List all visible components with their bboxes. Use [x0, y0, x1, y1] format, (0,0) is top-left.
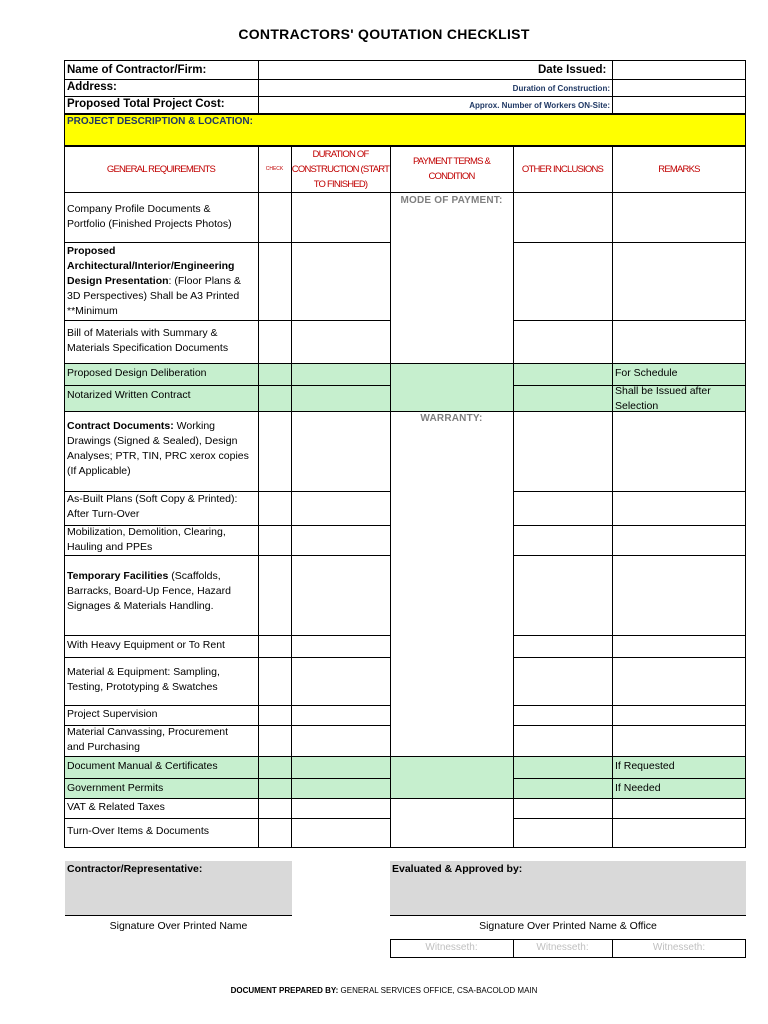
requirement-text: VAT & Related Taxes: [67, 801, 165, 813]
row-separator: [513, 242, 746, 243]
header-payment-terms: [390, 146, 513, 192]
requirement-line: [67, 540, 257, 555]
requirement-text: Proposed Design Deliberation: [67, 367, 207, 379]
row-separator: [513, 798, 746, 799]
header-other-inclusions: OTHER INCLUSIONS: [521, 163, 604, 175]
remarks-cell: [615, 759, 745, 774]
requirement-text: Turn-Over Items & Documents: [67, 825, 209, 837]
requirement-text: (Scaffolds,: [168, 570, 221, 582]
requirement-text: After Turn-Over: [67, 508, 140, 520]
requirement-text: Analyses; PTR, TIN, PRC xerox copies: [67, 450, 249, 462]
requirement-item: [67, 366, 257, 381]
requirement-text: Signages & Materials Handling.: [67, 600, 214, 612]
row-separator: [513, 635, 746, 636]
requirement-item: [67, 492, 257, 522]
row-separator: [64, 818, 390, 819]
requirement-text: **Minimum: [67, 305, 118, 317]
requirement-item: [67, 569, 257, 614]
date-issued-label: Date Issued:: [538, 64, 607, 76]
header-payment-line: PAYMENT TERMS &: [412, 156, 491, 167]
requirement-line: [67, 584, 257, 599]
requirement-text: Bill of Materials with Summary &: [67, 327, 218, 339]
requirement-line: [67, 638, 257, 653]
requirement-line: [67, 202, 257, 217]
document-footer: [0, 986, 768, 995]
requirement-line: [67, 341, 257, 356]
evaluator-signature-caption: Signature Over Printed Name & Office: [479, 920, 657, 932]
witness-label: Witnesseth:: [425, 942, 478, 953]
requirement-line: [67, 507, 257, 522]
requirement-line: [67, 366, 257, 381]
page-title: CONTRACTORS' QOUTATION CHECKLIST: [238, 26, 530, 42]
check-cell[interactable]: [259, 243, 290, 319]
requirement-text: As-Built Plans (Soft Copy & Printed):: [67, 493, 238, 505]
requirement-item: [67, 725, 257, 755]
row-separator: [513, 818, 746, 819]
row-separator: [513, 491, 746, 492]
witness-label: Witnesseth:: [536, 942, 589, 953]
remarks-cell: [615, 384, 745, 414]
requirement-line: [67, 326, 257, 341]
project-description-label: PROJECT DESCRIPTION & LOCATION:: [67, 116, 253, 127]
evaluated-approved-label: Evaluated & Approved by:: [392, 863, 523, 875]
check-cell[interactable]: [259, 321, 290, 362]
check-cell[interactable]: [259, 193, 290, 241]
requirement-line: [67, 725, 257, 740]
requirement-item: [67, 419, 257, 479]
row-separator: [513, 756, 746, 757]
row-separator: [513, 725, 746, 726]
row-separator: [513, 320, 746, 321]
check-cell[interactable]: [259, 726, 290, 755]
contractor-name-label: Name of Contractor/Firm:: [67, 64, 207, 76]
requirement-line: [67, 781, 257, 796]
remarks-line: Selection: [615, 400, 659, 412]
row-separator: [390, 756, 513, 757]
requirement-text: and Purchasing: [67, 741, 140, 753]
remarks-line: Shall be Issued after: [615, 385, 711, 397]
requirement-bold: Contract Documents:: [67, 420, 174, 432]
requirement-bold: Proposed: [67, 245, 116, 257]
header-payment-line: CONDITION: [428, 171, 475, 182]
requirement-line: [67, 289, 257, 304]
check-cell[interactable]: [259, 526, 290, 554]
requirement-text: 3D Perspectives) Shall be A3 Printed: [67, 290, 240, 302]
header-remarks: REMARKS: [658, 163, 700, 175]
check-cell[interactable]: [259, 386, 290, 410]
contractor-representative-label: Contractor/Representative:: [67, 863, 203, 875]
row-separator: [64, 657, 390, 658]
requirement-text: Material Canvassing, Procurement: [67, 726, 229, 738]
requirement-line: [67, 759, 257, 774]
row-separator: [64, 635, 390, 636]
row-separator: [513, 778, 746, 779]
row-separator: [390, 363, 513, 364]
requirement-bold: Temporary Facilities: [67, 570, 169, 582]
row-separator: [64, 320, 390, 321]
requirement-item: [67, 665, 257, 695]
header-general-requirements: GENERAL REQUIREMENTS: [106, 163, 216, 175]
row-separator: [390, 798, 513, 799]
remarks-line: If Needed: [615, 782, 661, 794]
project-cost-label: Proposed Total Project Cost:: [67, 98, 225, 110]
row-separator: [513, 705, 746, 706]
row-separator: [64, 411, 390, 412]
row-separator: [64, 756, 390, 757]
requirement-line: [67, 304, 257, 319]
requirement-item: [67, 781, 257, 796]
row-separator: [64, 555, 390, 556]
header-duration: [291, 146, 390, 192]
requirement-text: Mobilization, Demolition, Clearing,: [67, 526, 226, 538]
requirement-line: [67, 800, 257, 815]
requirement-text: Company Profile Documents &: [67, 203, 211, 215]
check-cell[interactable]: [259, 779, 290, 797]
mode-of-payment-label: MODE OF PAYMENT:: [400, 195, 503, 206]
requirement-item: [67, 525, 257, 555]
requirement-item: [67, 824, 257, 839]
requirement-line: [67, 525, 257, 540]
requirement-line: [67, 740, 257, 755]
check-cell[interactable]: [259, 658, 290, 704]
remarks-cell: [615, 781, 745, 796]
requirement-line: [67, 217, 257, 232]
requirement-text: With Heavy Equipment or To Rent: [67, 639, 225, 651]
witness-label: Witnesseth:: [652, 942, 706, 953]
footer-office: GENERAL SERVICES OFFICE, CSA-BACOLOD MAIN: [338, 986, 538, 995]
row-separator: [390, 411, 513, 412]
remarks-line: If Requested: [615, 760, 675, 772]
requirement-text: : (Floor Plans &: [168, 275, 241, 287]
row-separator: [64, 242, 390, 243]
row-separator: [513, 657, 746, 658]
row-separator: [64, 798, 390, 799]
requirement-text: Notarized Written Contract: [67, 389, 191, 401]
requirement-line: [67, 707, 257, 722]
requirement-line: [67, 824, 257, 839]
header-duration-line: TO FINISHED): [313, 178, 368, 190]
requirement-item: [67, 326, 257, 356]
requirement-line: [67, 449, 257, 464]
row-separator: [513, 525, 746, 526]
requirement-line: [67, 599, 257, 614]
requirement-text: Hauling and PPEs: [67, 541, 153, 553]
requirement-line: [67, 419, 257, 434]
address-label: Address:: [67, 81, 117, 93]
requirement-text: Materials Specification Documents: [67, 342, 229, 354]
header-check: CHECK: [265, 165, 284, 172]
workers-on-site-label: Approx. Number of Workers ON-Site:: [469, 101, 610, 110]
requirement-line: [67, 244, 257, 259]
header-duration-line: CONSTRUCTION (START: [291, 163, 390, 175]
requirement-text: Portfolio (Finished Projects Photos): [67, 218, 232, 230]
check-cell[interactable]: [259, 636, 290, 656]
requirement-item: [67, 759, 257, 774]
requirement-text: Document Manual & Certificates: [67, 760, 218, 772]
requirement-line: [67, 569, 257, 584]
requirement-line: [67, 665, 257, 680]
check-cell[interactable]: [259, 819, 290, 847]
requirement-line: [67, 434, 257, 449]
requirement-line: [67, 680, 257, 695]
requirement-line: [67, 492, 257, 507]
requirement-item: [67, 202, 257, 232]
requirement-text: Material & Equipment: Sampling,: [67, 666, 220, 678]
header-duration-line: DURATION OF: [312, 148, 369, 160]
check-cell[interactable]: [259, 412, 290, 490]
check-cell[interactable]: [259, 492, 290, 524]
row-separator: [64, 385, 390, 386]
remarks-cell: [615, 366, 745, 381]
row-separator: [64, 363, 390, 364]
row-separator: [513, 363, 746, 364]
check-cell[interactable]: [259, 364, 290, 384]
check-cell[interactable]: [259, 706, 290, 724]
requirement-item: [67, 388, 257, 403]
requirement-text: Barracks, Board-Up Fence, Hazard: [67, 585, 231, 597]
check-cell[interactable]: [259, 757, 290, 777]
requirement-bold: Architectural/Interior/Engineering: [67, 260, 235, 272]
remarks-line: For Schedule: [615, 367, 678, 379]
requirement-item: [67, 638, 257, 653]
requirement-item: [67, 707, 257, 722]
requirement-item: [67, 244, 257, 319]
row-separator: [64, 778, 390, 779]
requirement-line: [67, 274, 257, 289]
requirement-text: (If Applicable): [67, 465, 131, 477]
row-separator: [513, 555, 746, 556]
requirement-text: Testing, Prototyping & Swatches: [67, 681, 218, 693]
requirement-bold: Design Presentation: [67, 275, 169, 287]
contractor-signature-caption: Signature Over Printed Name: [109, 920, 248, 932]
requirement-text: Drawings (Signed & Sealed), Design: [67, 435, 238, 447]
check-cell[interactable]: [259, 556, 290, 634]
check-cell[interactable]: [259, 799, 290, 817]
requirement-line: [67, 259, 257, 274]
footer-prepared-by: DOCUMENT PREPARED BY:: [230, 986, 339, 995]
row-separator: [64, 705, 390, 706]
requirement-text: Project Supervision: [67, 708, 158, 720]
requirement-text: Working: [173, 420, 216, 432]
warranty-label: WARRANTY:: [420, 413, 483, 424]
requirement-item: [67, 800, 257, 815]
requirement-line: [67, 464, 257, 479]
requirement-text: Government Permits: [67, 782, 164, 794]
requirement-line: [67, 388, 257, 403]
duration-of-construction-label: Duration of Construction:: [512, 84, 610, 93]
